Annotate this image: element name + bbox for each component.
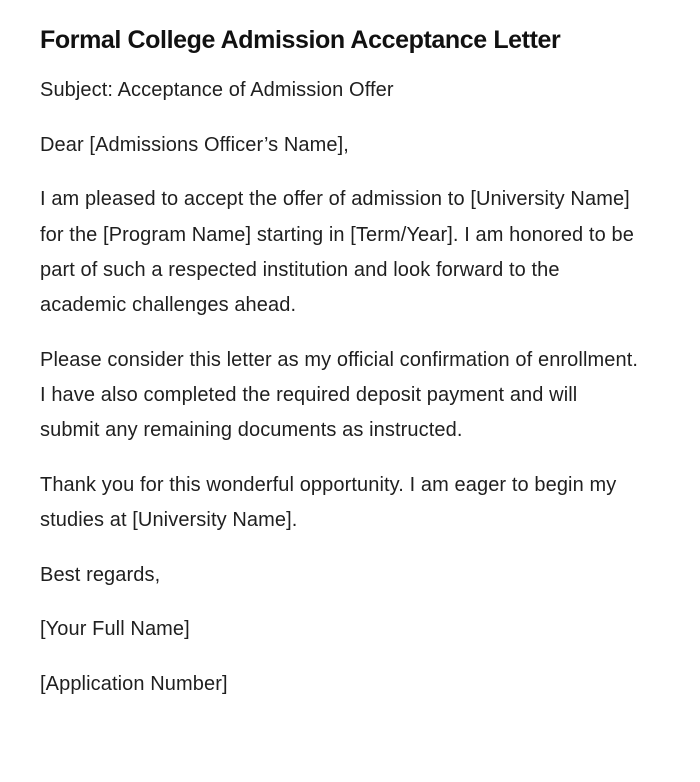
- letter-document: [40, 22, 640, 722]
- letter-subject: Subject: Acceptance of Admission Offer: [40, 79, 394, 101]
- letter-paragraph-acceptance: I am pleased to accept the offer of admission to [University Name] for the [Program Name] starting in [Term/Year]. I am honored to be part of such a respected institution and look forward to the academic challenges ahead.: [40, 188, 634, 317]
- letter-closing: Best regards,: [40, 563, 161, 586]
- letter-signature-name: [Your Full Name]: [40, 618, 190, 641]
- letter-title: Formal College Admission Acceptance Letter: [40, 26, 561, 54]
- letter-salutation: Dear [Admissions Officer’s Name],: [40, 133, 349, 156]
- letter-paragraph-enrollment: Please consider this letter as my official confirmation of enrollment. I have also completed the required deposit payment and will submit any remaining documents as instructed.: [40, 348, 639, 442]
- letter-paragraph-thanks: Thank you for this wonderful opportunity. I am eager to begin my studies at [University Name].: [40, 473, 617, 532]
- letter-application-number: [Application Number]: [40, 673, 228, 696]
